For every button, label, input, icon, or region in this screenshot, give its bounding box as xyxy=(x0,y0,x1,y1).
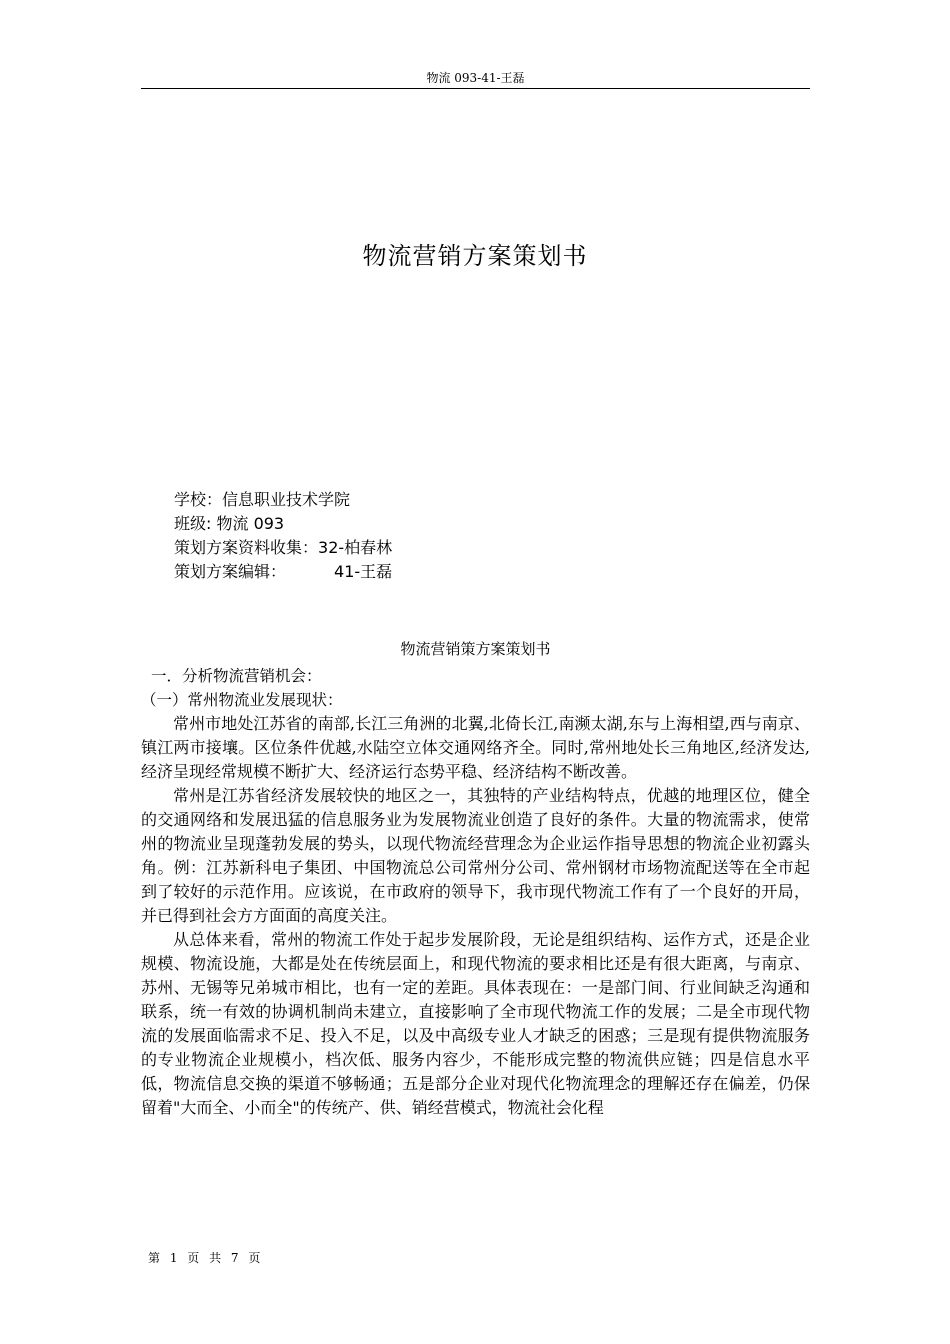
info-label: 班级: xyxy=(174,514,217,533)
paragraph: 常州市地处江苏省的南部,长江三角洲的北翼,北倚长江,南濒太湖,东与上海相望,西与南京、镇江两市接壤。区位条件优越,水陆空立体交通网络齐全。同时,常州地处长三角地区,经济发达,经济呈现经常规模不断扩大、经济运行态势平稳、经济结构不断改善。 xyxy=(141,714,810,781)
body-content xyxy=(141,664,810,1120)
heading-level-1: 一．分析物流营销机会： xyxy=(151,667,322,685)
info-value: 信息职业技术学院 xyxy=(222,490,351,509)
info-class xyxy=(174,512,392,536)
page-header: 物流 093-41-王磊 xyxy=(141,70,810,89)
page-footer: 第 1 页 共 7 页 xyxy=(148,1251,264,1265)
info-value: 32-柏春林 xyxy=(318,538,393,557)
info-label: 策划方案编辑： xyxy=(174,562,287,581)
info-school xyxy=(174,488,392,512)
paragraph: 常州是江苏省经济发展较快的地区之一，其独特的产业结构特点，优越的地理区位，健全的交通网络和发展迅猛的信息服务业为发展物流业创造了良好的条件。大量的物流需求，使常州的物流业呈现蓬勃发展的势头，以现代物流经营理念为企业运作指导思想的物流企业初露头角。例：江苏新科电子集团、中国物流总公司常州分公司、常州钢材市场物流配送等在全市起到了较好的示范作用。应该说，在市政府的领导下，我市现代物流工作有了一个良好的开局，并已得到社会方方面面的高度关注。 xyxy=(141,786,810,925)
info-value: 物流 093 xyxy=(216,514,285,533)
info-label: 学校： xyxy=(174,490,223,509)
section-title: 物流营销策方案策划书 xyxy=(400,640,551,658)
info-collector xyxy=(174,536,392,560)
info-editor xyxy=(174,560,392,584)
info-label: 策划方案资料收集： xyxy=(174,538,319,557)
author-info xyxy=(174,488,392,584)
heading-level-2: （一）常州物流业发展现状： xyxy=(141,691,343,709)
paragraph: 从总体来看，常州的物流工作处于起步发展阶段，无论是组织结构、运作方式，还是企业规模、物流设施，大都是处在传统层面上，和现代物流的要求相比还是有很大距离，与南京、苏州、无锡等兄弟城市相比，也有一定的差距。具体表现在：一是部门间、行业间缺乏沟通和联系，统一有效的协调机制尚未建立，直接影响了全市现代物流工作的发展；二是全市现代物流的发展面临需求不足、投入不足，以及中高级专业人才缺乏的困惑；三是现有提供物流服务的专业物流企业规模小，档次低、服务内容少，不能形成完整的物流供应链；四是信息水平低，物流信息交换的渠道不够畅通；五是部分企业对现代化物流理念的理解还存在偏差，仍保留着"大而全、小而全"的传统产、供、销经营模式，物流社会化程 xyxy=(141,930,810,1117)
document-title: 物流营销方案策划书 xyxy=(362,242,588,270)
info-value: 41-王磊 xyxy=(334,562,393,581)
